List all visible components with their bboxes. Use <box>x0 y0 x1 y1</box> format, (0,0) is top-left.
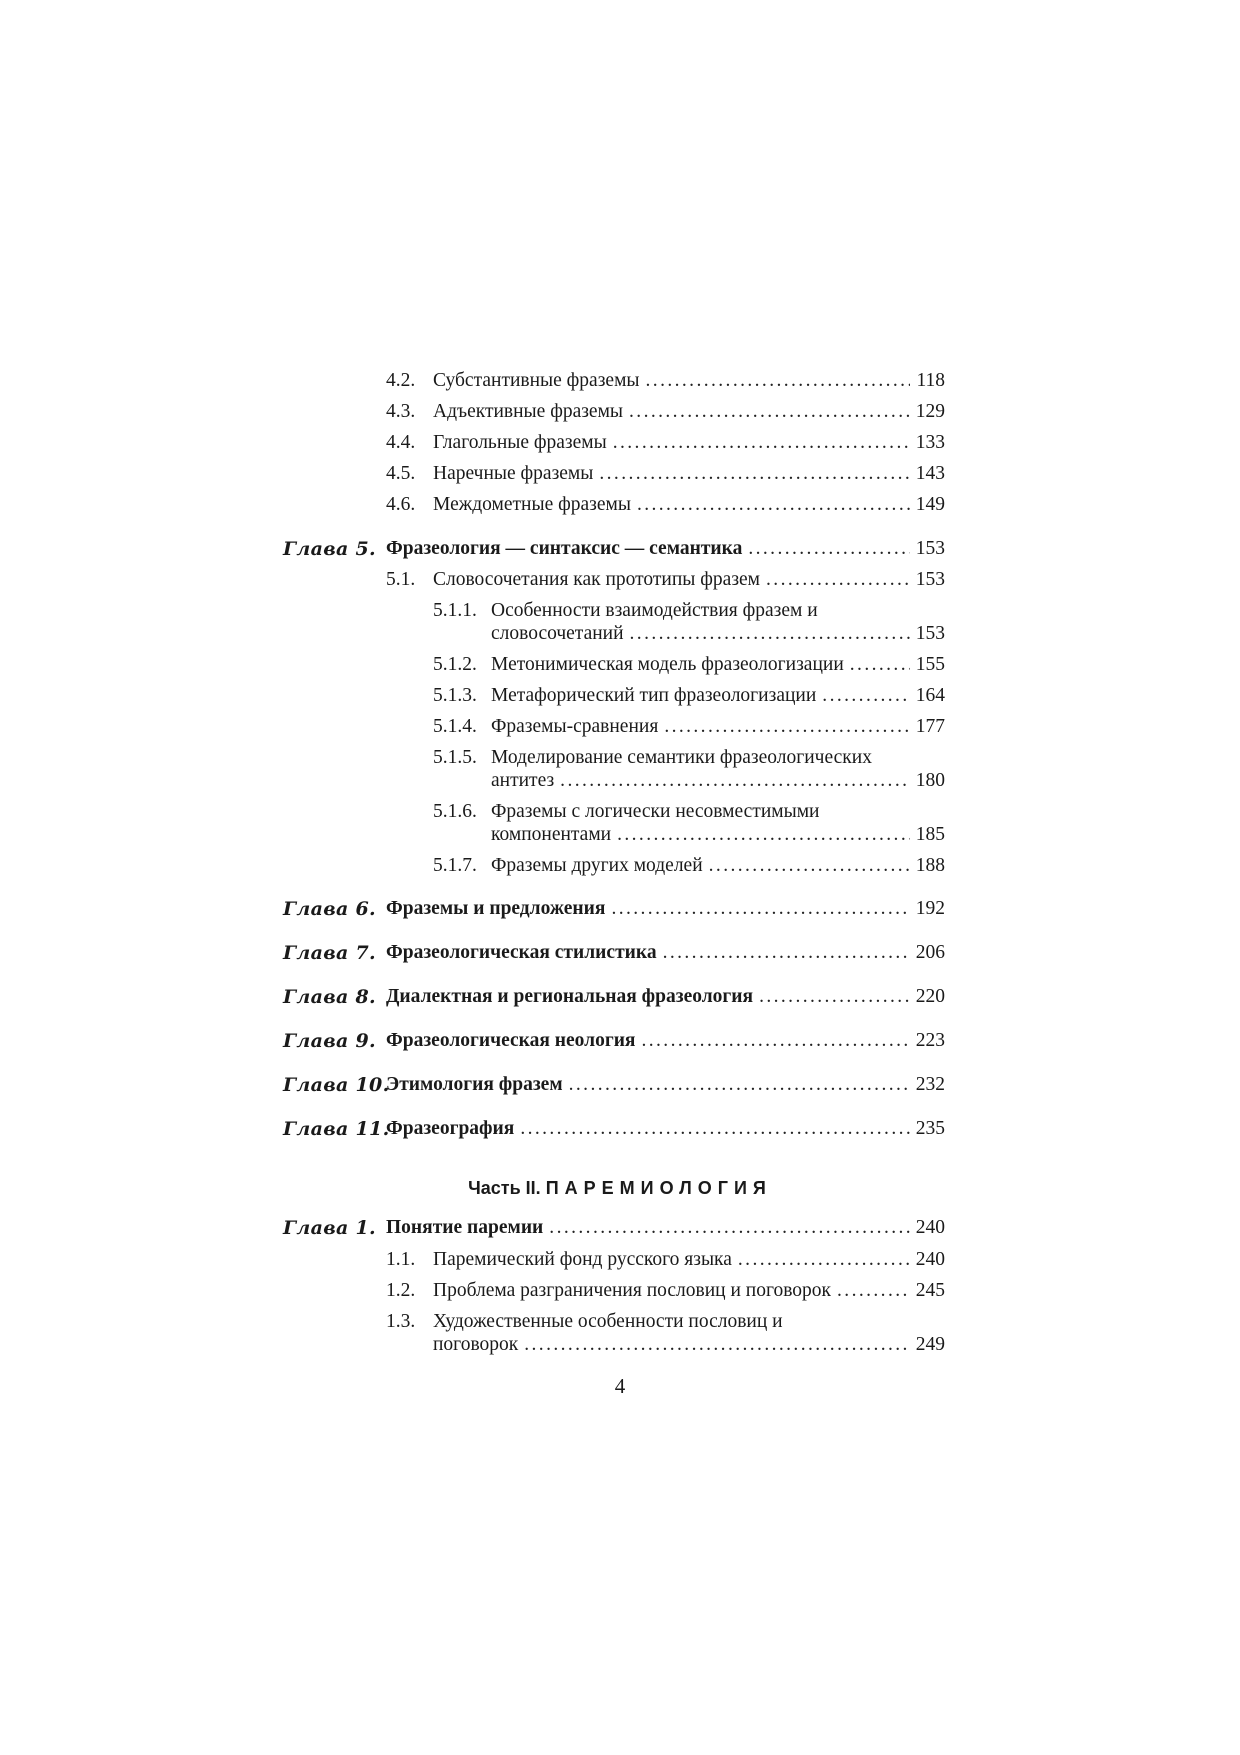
subsection-number: 5.1.7. <box>433 855 477 876</box>
page-ref: 164 <box>915 685 945 706</box>
dot-leader <box>850 654 910 676</box>
chapter-label: Глава 5. <box>283 538 376 560</box>
entry-title: Фраземы-сравнения <box>491 716 659 737</box>
part-prefix: Часть II. <box>468 1178 541 1198</box>
entry-title-first-line: Особенности взаимодействия фразем и <box>491 600 818 621</box>
page-ref: 153 <box>915 623 945 644</box>
toc-entry-5-1-6 <box>0 801 1240 847</box>
section-number: 1.3. <box>386 1311 416 1332</box>
entry-title: словосочетаний <box>491 623 624 644</box>
dot-leader <box>524 1334 910 1356</box>
entry-line <box>386 942 945 964</box>
entry-title: Проблема разграничения пословиц и поговорок <box>433 1280 832 1301</box>
entry-title: компонентами <box>491 824 612 845</box>
part-title: ПАРЕМИОЛОГИЯ <box>545 1178 772 1198</box>
entry-line <box>433 569 945 591</box>
entry-line <box>433 1334 945 1356</box>
subsection-number: 5.1.3. <box>433 685 477 706</box>
page-ref: 192 <box>915 898 945 919</box>
dot-leader <box>822 685 909 707</box>
dot-leader <box>569 1074 910 1096</box>
entry-line <box>386 898 945 920</box>
entry-line <box>491 824 945 846</box>
entry-line <box>491 855 945 877</box>
entry-line <box>433 432 945 454</box>
page-ref: 220 <box>915 986 945 1007</box>
page-ref: 245 <box>915 1280 945 1301</box>
chapter-title: Фразеография <box>386 1118 515 1139</box>
dot-leader <box>664 716 909 738</box>
chapter-label: Глава 8. <box>283 986 376 1008</box>
section-number: 4.3. <box>386 401 416 422</box>
toc-entry-1-3 <box>0 1311 1240 1357</box>
entry-title: Наречные фраземы <box>433 463 594 484</box>
section-number: 5.1. <box>386 569 416 590</box>
entry-title: антитез <box>491 770 555 791</box>
chapter-label: Глава 1. <box>283 1217 376 1239</box>
page-ref: 129 <box>915 401 945 422</box>
dot-leader <box>629 401 910 423</box>
chapter-title: Фразеологическая неология <box>386 1030 636 1051</box>
subsection-number: 5.1.2. <box>433 654 477 675</box>
page-ref: 153 <box>915 538 945 559</box>
chapter-title: Диалектная и региональная фразеология <box>386 986 754 1007</box>
toc-entry-5-1-1 <box>0 600 1240 646</box>
entry-title: Словосочетания как прототипы фразем <box>433 569 761 590</box>
entry-line <box>386 1217 945 1239</box>
page-ref: 223 <box>915 1030 945 1051</box>
page-ref: 232 <box>915 1074 945 1095</box>
dot-leader <box>709 855 910 877</box>
page-ref: 180 <box>915 770 945 791</box>
dot-leader <box>637 494 910 516</box>
entry-title: Глагольные фраземы <box>433 432 607 453</box>
section-number: 4.5. <box>386 463 416 484</box>
section-number: 4.4. <box>386 432 416 453</box>
dot-leader <box>560 770 910 792</box>
section-number: 1.1. <box>386 1249 416 1270</box>
entry-title: Фраземы других моделей <box>491 855 703 876</box>
subsection-number: 5.1.6. <box>433 801 477 822</box>
entry-title: Паремический фонд русского языка <box>433 1249 732 1270</box>
chapter-title: Этимология фразем <box>386 1074 563 1095</box>
dot-leader <box>663 942 910 964</box>
entry-line <box>386 538 945 560</box>
section-number: 4.2. <box>386 370 416 391</box>
page-ref: 188 <box>915 855 945 876</box>
subsection-number: 5.1.4. <box>433 716 477 737</box>
page-ref: 143 <box>915 463 945 484</box>
page-ref: 133 <box>915 432 945 453</box>
page-ref: 177 <box>915 716 945 737</box>
entry-line <box>433 494 945 516</box>
entry-line <box>433 401 945 423</box>
page-ref: 118 <box>916 370 945 391</box>
entry-line <box>491 685 945 707</box>
dot-leader <box>617 824 910 846</box>
entry-line <box>491 716 945 738</box>
dot-leader <box>766 569 910 591</box>
entry-line <box>386 1118 945 1140</box>
chapter-label: Глава 7. <box>283 942 376 964</box>
page-ref: 240 <box>915 1249 945 1270</box>
page-ref: 185 <box>915 824 945 845</box>
dot-leader <box>837 1280 910 1302</box>
entry-line <box>433 370 945 392</box>
toc-entry-5-1-5 <box>0 747 1240 793</box>
page-ref: 155 <box>915 654 945 675</box>
subsection-number: 5.1.1. <box>433 600 477 621</box>
entry-line <box>386 1074 945 1096</box>
entry-title-first-line: Моделирование семантики фразеологических <box>491 747 872 768</box>
dot-leader <box>646 370 911 392</box>
dot-leader <box>520 1118 909 1140</box>
chapter-title: Фразеология — синтаксис — семантика <box>386 538 743 559</box>
entry-title: Метонимическая модель фразеологизации <box>491 654 844 675</box>
entry-line <box>433 1249 945 1271</box>
page-ref: 149 <box>915 494 945 515</box>
chapter-label: Глава 6. <box>283 898 376 920</box>
chapter-title: Понятие паремии <box>386 1217 544 1238</box>
section-number: 1.2. <box>386 1280 416 1301</box>
entry-line <box>433 463 945 485</box>
chapter-label: Глава 10. <box>283 1074 390 1096</box>
entry-title: Метафорический тип фразеологизации <box>491 685 817 706</box>
dot-leader <box>549 1217 909 1239</box>
page-number: 4 <box>614 1374 626 1398</box>
dot-leader <box>759 986 910 1008</box>
page-ref: 153 <box>915 569 945 590</box>
entry-line <box>386 1030 945 1052</box>
dot-leader <box>630 623 910 645</box>
entry-title: Адъективные фраземы <box>433 401 624 422</box>
entry-title-first-line: Художественные особенности пословиц и <box>433 1311 783 1332</box>
entry-line <box>491 623 945 645</box>
dot-leader <box>738 1249 910 1271</box>
dot-leader <box>748 538 909 560</box>
entry-title: поговорок <box>433 1334 519 1355</box>
entry-line <box>491 770 945 792</box>
entry-line <box>433 1280 945 1302</box>
chapter-label: Глава 9. <box>283 1030 376 1052</box>
dot-leader <box>611 898 909 920</box>
entry-line <box>491 654 945 676</box>
page-ref: 249 <box>915 1334 945 1355</box>
page-ref: 206 <box>915 942 945 963</box>
entry-title: Субстантивные фраземы <box>433 370 640 391</box>
page-ref: 235 <box>915 1118 945 1139</box>
chapter-title: Фразеологическая стилистика <box>386 942 657 963</box>
dot-leader <box>641 1030 909 1052</box>
entry-line <box>386 986 945 1008</box>
part-heading <box>0 1178 1240 1199</box>
entry-title-first-line: Фраземы с логически несовместимыми <box>491 801 820 822</box>
section-number: 4.6. <box>386 494 416 515</box>
entry-title: Междометные фраземы <box>433 494 631 515</box>
dot-leader <box>599 463 909 485</box>
dot-leader <box>613 432 910 454</box>
subsection-number: 5.1.5. <box>433 747 477 768</box>
chapter-label: Глава 11. <box>283 1118 390 1140</box>
chapter-title: Фраземы и предложения <box>386 898 606 919</box>
page-ref: 240 <box>915 1217 945 1238</box>
